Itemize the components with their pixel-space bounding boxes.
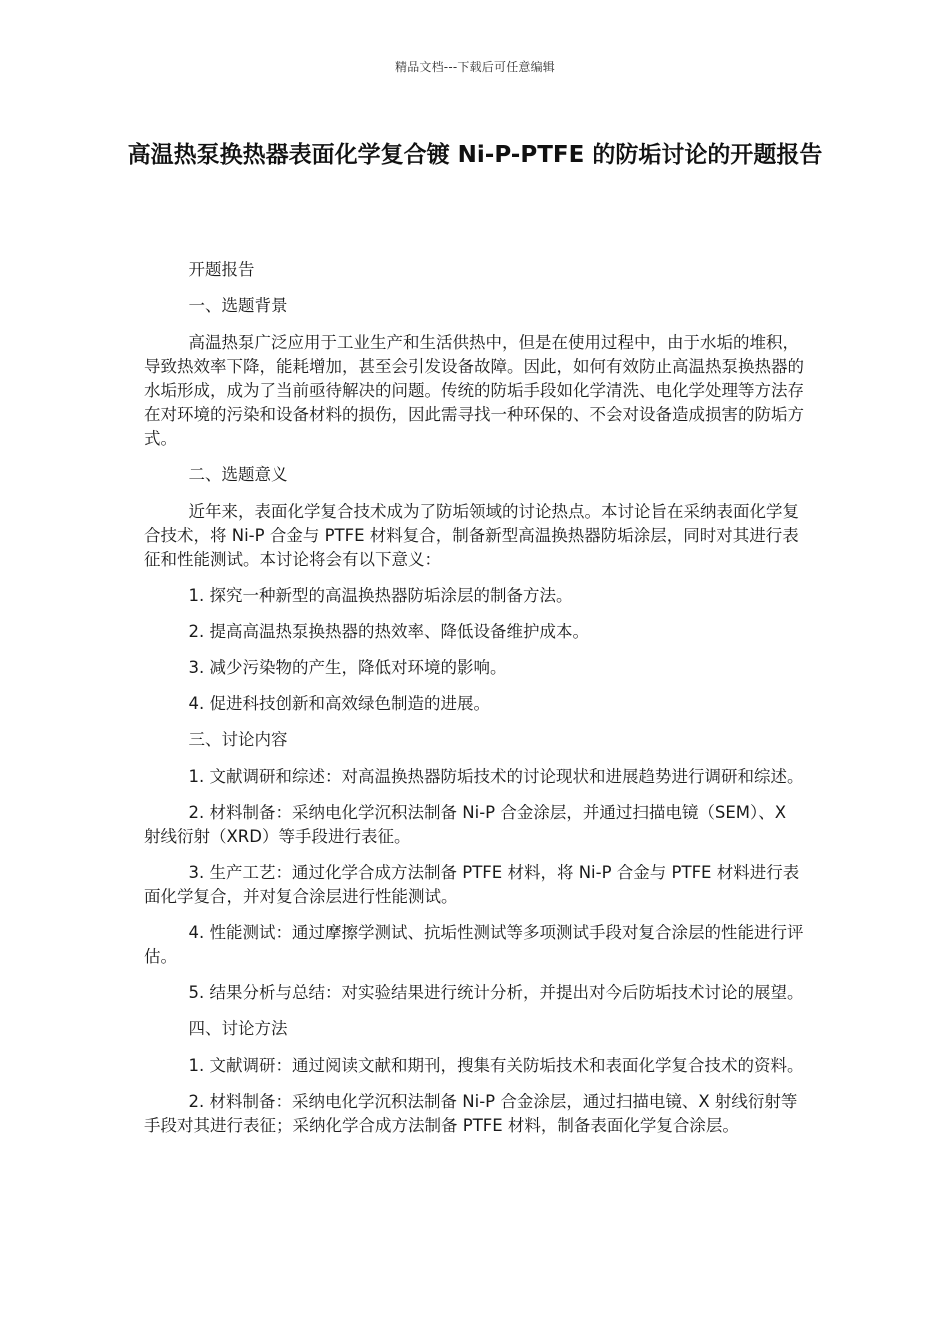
list-item: 1. 文献调研和综述：对高温换热器防垢技术的讨论现状和进展趋势进行调研和综述。 [188,767,804,786]
list-item: 3. 减少污染物的产生，降低对环境的影响。 [188,658,507,677]
section-heading-methods: 四、讨论方法 [188,1019,288,1038]
list-item: 1. 探究一种新型的高温换热器防垢涂层的制备方法。 [188,586,573,605]
header-note: 精品文档---下载后可任意编辑 [395,60,555,74]
list-item: 1. 文献调研：通过阅读文献和期刊，搜集有关防垢技术和表面化学复合技术的资料。 [188,1056,804,1075]
document-body [144,258,806,1150]
paragraph-background: 高温热泵广泛应用于工业生产和生活供热中，但是在使用过程中，由于水垢的堆积，导致热效率下降，能耗增加，甚至会引发设备故障。因此，如何有效防止高温热泵换热器的水垢形成，成为了当前亟待解决的问题。传统的防垢手段如化学清洗、电化学处理等方法存在对环境的污染和设备材料的损伤，因此需寻找一种环保的、不会对设备造成损害的防垢方式。 [144,333,804,448]
section-heading-background: 一、选题背景 [188,296,288,315]
paragraph-significance: 近年来，表面化学复合技术成为了防垢领域的讨论热点。本讨论旨在采纳表面化学复合技术，将 Ni-P 合金与 PTFE 材料复合，制备新型高温换热器防垢涂层，同时对其进行表征和性能测试。本讨论将会有以下意义： [144,502,800,569]
list-item: 4. 性能测试：通过摩擦学测试、抗垢性测试等多项测试手段对复合涂层的性能进行评估。 [144,923,804,966]
report-label: 开题报告 [188,260,255,279]
list-item: 3. 生产工艺：通过化学合成方法制备 PTFE 材料，将 Ni-P 合金与 PTFE 材料进行表面化学复合，并对复合涂层进行性能测试。 [144,863,800,906]
document-title: 高温热泵换热器表面化学复合镀 Ni-P-PTFE 的防垢讨论的开题报告 [127,142,823,168]
list-item: 2. 材料制备：采纳电化学沉积法制备 Ni-P 合金涂层，并通过扫描电镜（SEM）、X 射线衍射（XRD）等手段进行表征。 [144,803,787,846]
list-item: 2. 材料制备：采纳电化学沉积法制备 Ni-P 合金涂层，通过扫描电镜、X 射线衍射等手段对其进行表征；采纳化学合成方法制备 PTFE 材料，制备表面化学复合涂层。 [144,1092,798,1135]
section-heading-significance: 二、选题意义 [188,465,288,484]
list-item: 5. 结果分析与总结：对实验结果进行统计分析，并提出对今后防垢技术讨论的展望。 [188,983,804,1002]
section-heading-content: 三、讨论内容 [188,730,288,749]
list-item: 2. 提高高温热泵换热器的热效率、降低设备维护成本。 [188,622,590,641]
list-item: 4. 促进科技创新和高效绿色制造的进展。 [188,694,491,713]
